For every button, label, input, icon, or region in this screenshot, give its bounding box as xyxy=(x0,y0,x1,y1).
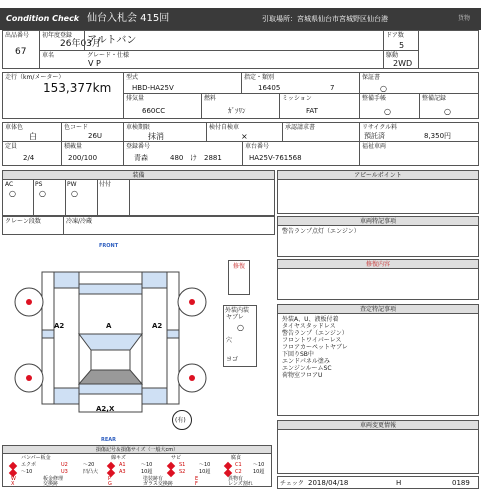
category-badge: 貨物 xyxy=(458,15,471,22)
check-date: 2018/04/18 xyxy=(308,479,349,487)
key-code: H xyxy=(396,479,402,487)
lot-box: 出品番号 67 xyxy=(2,30,40,69)
recycle-fee: 8,350円 xyxy=(424,132,452,140)
plate-class: 480 xyxy=(170,154,184,162)
equipment-box: 装備 AC PS PW 付付 ○ ○ ○ xyxy=(2,170,275,216)
load-capacity: 200/100 xyxy=(68,154,98,162)
displacement: 660CC xyxy=(142,107,166,115)
repair-label: 修復 xyxy=(233,263,246,270)
self-inspection: × xyxy=(241,132,248,141)
spec-class: 7 xyxy=(330,84,335,92)
capacity: 2/4 xyxy=(23,154,35,162)
panel-a2-right: A2 xyxy=(152,322,163,330)
damage-legend: 損傷記号＆損傷サイズ（一般大cm） バンパー板金 線キズ サビ 腐食 エクボ U2 ～20 A1 ～10 S1 ～10 C1 ～10 ～10 U3 凹凸大 A3 10超 S2 10超 C2 10超 W 板金修理 P 塗装跡有 E 異物有 X 交換跡 G ガラス交換跡 F レンズ割れ xyxy=(2,445,272,487)
rust-mark: (有) xyxy=(175,417,186,424)
pickup-location: 引取場所：宮城県仙台市宮城野区仙台港 xyxy=(262,15,388,23)
auction-name: 仙台入札会 415回 xyxy=(87,13,170,24)
panel-a-center: A xyxy=(106,322,112,330)
car-name: アルトバン xyxy=(87,35,137,46)
spec-number: 16405 xyxy=(258,84,281,92)
grade-box: 車名 グレード・仕様 V P xyxy=(39,50,384,69)
first-registration: 26年03月 xyxy=(60,39,101,49)
appeal-box: アピールポイント xyxy=(277,170,479,214)
color-code: 26U xyxy=(88,132,103,140)
body-color: 白 xyxy=(29,132,37,141)
mileage: 153,377km xyxy=(43,81,112,95)
change-info-box: 車両変更情報 xyxy=(277,420,479,474)
inspection-expiry: 抹消 xyxy=(148,132,164,141)
service-record: ○ xyxy=(444,107,451,116)
panel-a2-left: A2 xyxy=(54,322,65,330)
chassis-number: HA25V-761568 xyxy=(249,154,302,162)
footer-bar: チェック 2018/04/18 H 0189 xyxy=(277,476,479,489)
drive: 2WD xyxy=(393,59,413,68)
doors: 5 xyxy=(399,41,405,50)
mission: FAT xyxy=(306,107,318,115)
vehicle-notes-text: 警告ランプ点灯（エンジン） xyxy=(282,228,360,235)
header-bar xyxy=(0,8,481,30)
grade: V P xyxy=(88,59,101,68)
service-manual: ○ xyxy=(384,107,391,116)
recycle-status: 預託済 xyxy=(364,132,385,140)
vehicle-notes-box: 車両特記事項 警告ランプ点灯（エンジン） xyxy=(277,216,479,257)
inspector-notes-box: 査定特記事項 外装A、U、液板付着 タイヤスタッドレス 警告ランプ（エンジン） フロントワイパーレス フロアカーペットヤブレ 下回りSB中 エンドパネル塗み エンジンルームSC 荷物室フロアU xyxy=(277,304,479,416)
header-title: Condition Check xyxy=(6,14,80,23)
model: HBD-HA25V xyxy=(132,84,174,92)
plate-region: 青森 xyxy=(134,154,148,162)
doors-box: ドア数 5 xyxy=(383,30,419,51)
car-damage-diagram xyxy=(0,250,230,440)
panel-a2x: A2,X xyxy=(96,405,115,413)
front-label: FRONT xyxy=(99,243,119,249)
first-reg-box: 初年度登録 26年03月 xyxy=(39,30,384,51)
mileage-box: 走行（km/メーター） 153,377km xyxy=(2,72,124,119)
repair-content-box: 修復内容 xyxy=(277,259,479,300)
lot-number: 67 xyxy=(15,47,27,57)
plate-kana: け xyxy=(190,154,197,162)
plate-number: 2881 xyxy=(204,154,222,162)
drive-box: 駆動 2WD xyxy=(383,50,419,69)
warranty: ○ xyxy=(380,84,387,93)
rear-label: REAR xyxy=(101,437,116,443)
exterior-interior-box: 外装内装 ヤブレ ○ 穴 ヨゴ xyxy=(223,305,257,367)
inspector-code: 0189 xyxy=(452,479,470,487)
fuel: ｶﾞｿﾘﾝ xyxy=(228,107,246,115)
